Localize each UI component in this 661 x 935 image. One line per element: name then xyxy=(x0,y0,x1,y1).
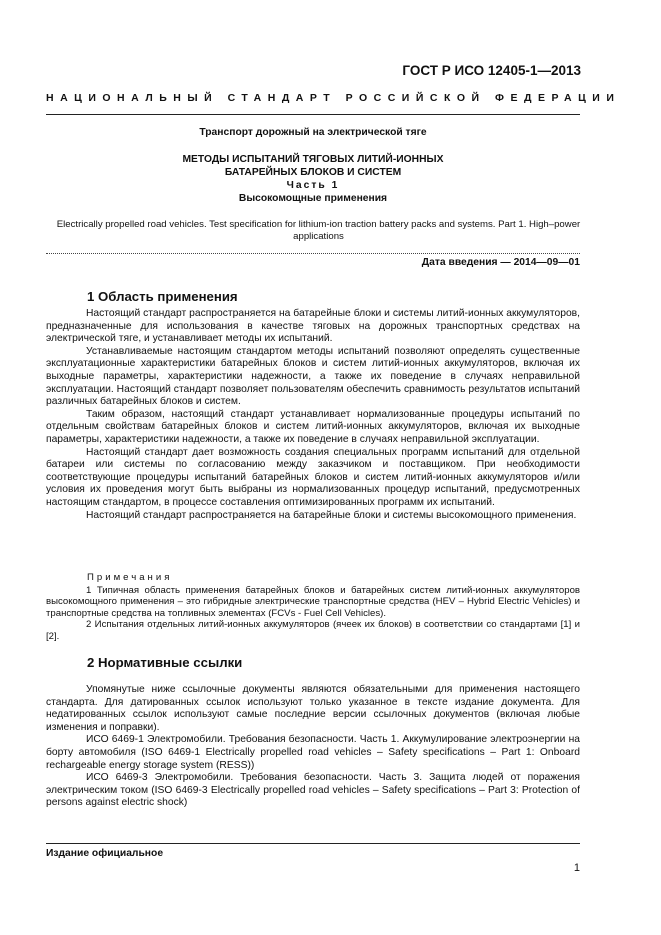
section-2-body xyxy=(46,684,580,810)
note-item: 1 Типичная область применения батарейных блоков и батарейных систем литий-ионных аккумуляторов высокомощного применения – это гибридные электрические транспортные средства (HEV – Hybrid Electric Vehicles) и транспортные средства на топливных элементах (FCVs - Fuel Cell Vehicles). xyxy=(46,585,580,619)
notes-block xyxy=(46,585,580,642)
note-item: 2 Испытания отдельных литий-ионных аккумуляторов (ячеек их блоков) в соответствии со стандартами [1] и [2]. xyxy=(46,619,580,642)
section-1-paragraph: Устанавливаемые настоящим стандартом методы испытаний позволяют определять существенные эксплуатационные характеристики батарейных блоков и систем литий-ионных аккумуляторов, включая их выходные параметры, характеристики надежности, а также их поведение в случаях неправильной эксплуатации. Настоящий стандарт позволяет пользователям обеспечить сравнимость результатов испытаний различных батарейных блоков и систем. xyxy=(46,345,580,408)
document-title-line-2: БАТАРЕЙНЫХ БЛОКОВ И СИСТЕМ xyxy=(224,167,402,178)
header-divider xyxy=(46,114,580,115)
section-1-paragraph: Таким образом, настоящий стандарт устанавливает нормализованные процедуры испытаний по отдельным свойствам батарейных блоков и систем литий-ионных аккумуляторов, включая их выходные параметры, характеристики надежности, а также их поведение в случаях неправильной эксплуатации. xyxy=(46,408,580,445)
section-2-paragraph: ИСО 6469-3 Электромобили. Требования безопасности. Часть 3. Защита людей от поражения электрическим током (ISO 6469-3 Electrically propelled road vehicles – Safety specifications – Part 3: Protection of persons against electric shock) xyxy=(46,772,580,809)
section-1-paragraph: Настоящий стандарт распространяется на батарейные блоки и системы высокомощного применения. xyxy=(86,509,577,521)
document-subtitle: Транспорт дорожный на электрической тяге xyxy=(199,127,427,138)
national-standard-banner: НАЦИОНАЛЬНЫЙ СТАНДАРТ РОССИЙСКОЙ ФЕДЕРАЦИИ xyxy=(46,92,621,104)
title-divider xyxy=(46,253,580,254)
section-2-heading: 2 Нормативные ссылки xyxy=(87,655,243,670)
document-title-line-1: МЕТОДЫ ИСПЫТАНИЙ ТЯГОВЫХ ЛИТИЙ-ИОННЫХ xyxy=(182,154,444,165)
footer-divider xyxy=(46,843,580,844)
notes-title: Примечания xyxy=(87,572,173,583)
document-part-title: Высокомощные применения xyxy=(238,193,388,204)
section-1-body xyxy=(46,308,580,522)
section-1-paragraph: Настоящий стандарт дает возможность создания специальных программ испытаний для отдельной батареи или системы по согласованию между заказчиком и поставщиком. При необходимости соответствующие процедуры испытаний батарейных блоков и систем литий-ионных аккумуляторов и/или условия их проведения могут быть выбраны из нормализованных процедур испытаний, предусмотренных настоящим стандартом, в процессе составления оптимизированных программ их испытаний. xyxy=(46,446,580,508)
official-edition-label: Издание официальное xyxy=(46,848,164,859)
introduction-date: Дата введения — 2014—09—01 xyxy=(421,257,580,268)
page-number: 1 xyxy=(573,862,580,874)
section-1-paragraph: Настоящий стандарт распространяется на батарейные блоки и системы литий-ионных аккумуляторов, предназначенные для использования в качестве тяговых на дорожных транспортных средствах на электрической тяге, и устанавливает методы их испытаний. xyxy=(46,308,580,345)
section-2-paragraph: Упомянутые ниже ссылочные документы являются обязательными для применения настоящего стандарта. Для датированных ссылок используют только указанное в тексте издание документа. Для недатированных ссылок используют самые последние версии ссылочных документов (включая любые изменения и поправки). xyxy=(46,684,580,733)
gost-number: ГОСТ Р ИСО 12405-1—2013 xyxy=(402,63,581,78)
english-title: Electrically propelled road vehicles. Test specification for lithium-ion traction battery packs and systems. Part 1. High–power applications xyxy=(56,219,581,242)
section-1-heading: 1 Область применения xyxy=(87,289,238,304)
section-2-paragraph: ИСО 6469-1 Электромобили. Требования безопасности. Часть 1. Аккумулирование электроэнергии на борту автомобиля (ISO 6469-1 Electrically propelled road vehicles – Safety specifications – Part 1: Onboard rechargeable energy storage system (RESS)) xyxy=(46,734,580,771)
document-part: Часть 1 xyxy=(286,180,340,191)
